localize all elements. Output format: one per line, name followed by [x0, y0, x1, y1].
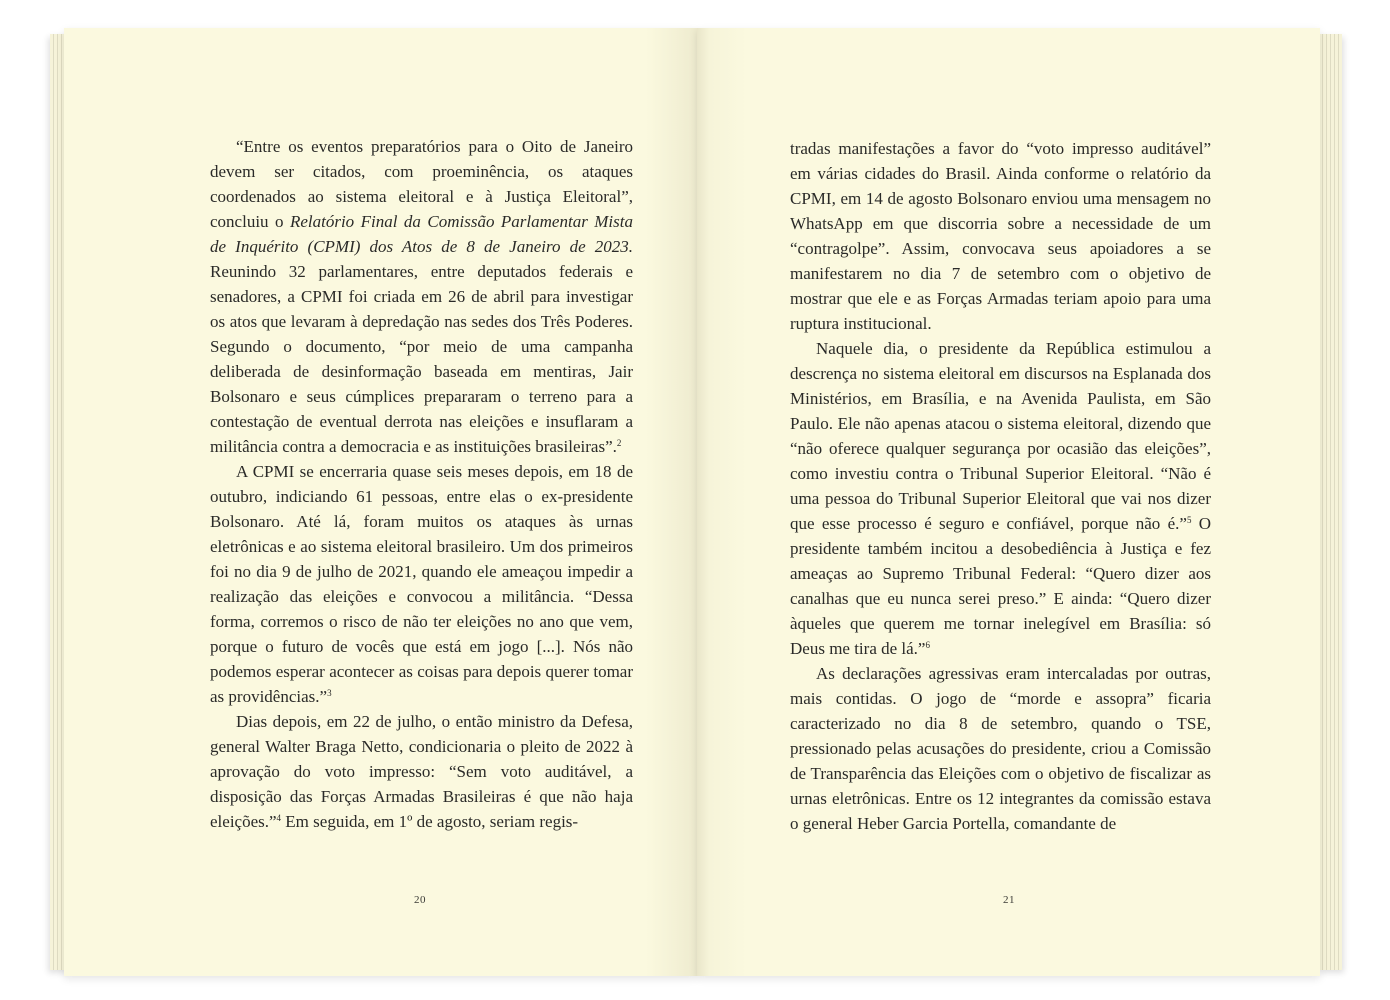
paragraph: [790, 661, 1211, 836]
footnote-marker: 4: [276, 813, 282, 823]
paragraph: [210, 459, 633, 709]
page-edges-right: [1318, 34, 1342, 970]
text-run: tradas manifestações a favor do “voto impresso auditável” em várias cidades do Brasil. Ainda conforme o relatório da CPMI, em 14 de agosto Bolsonaro enviou uma mensagem no WhatsApp em que discorria sobre a necessidade de um “contragolpe”. Assim, convocava seus apoiadores a se manifestarem no dia 7 de setembro com o objetivo de mostrar que ele e as Forças Armadas teriam apoio para uma ruptura institucional.: [790, 139, 1211, 333]
text-run: Em seguida, em 1º de agosto, seriam regis-: [281, 812, 579, 831]
text-run: “Entre os eventos preparatórios para o Oito de Janeiro devem ser citados, com proeminência, os ataques coordenados ao sistema eleitoral e à Justiça Eleitoral”, concluiu o: [210, 137, 633, 231]
footnote-marker: 2: [616, 438, 622, 448]
paragraph: [790, 336, 1211, 661]
text-run: O presidente também incitou a desobediência à Justiça e fez ameaças ao Supremo Tribunal Federal: “Quero dizer aos canalhas que eu nunca serei preso.” E ainda: “Quero dizer àqueles que querem me tornar inelegível em Brasília: só Deus me tira de lá.”: [790, 514, 1212, 658]
text-run: Reunindo 32 parlamentares, entre deputados federais e senadores, a CPMI foi criada em 26 de abril para investigar os atos que levaram à depredação nas sedes dos Três Poderes. Segundo o documento, “por meio de uma campanha deliberada de desinformação baseada em mentiras, Jair Bolsonaro e seus cúmplices prepararam o terreno para a contestação de eventual derrota nas eleições e insuflaram a militância contra a democracia e as instituições brasileiras”.: [210, 262, 633, 456]
open-book: [50, 28, 1342, 976]
paragraph: [210, 134, 633, 459]
text-run: As declarações agressivas eram intercaladas por outras, mais contidas. O jogo de “morde e assopra” ficaria caracterizado no dia 8 de setembro, quando o TSE, pressionado pelas acusações do presidente, criou a Comissão de Transparência das Eleições com o objetivo de fiscalizar as urnas eletrônicas. Entre os 12 integrantes da comissão estava o general Heber Garcia Portella, comandante de: [790, 664, 1211, 833]
right-page: [697, 28, 1320, 976]
right-page-text: [790, 136, 1211, 836]
text-run: A CPMI se encerraria quase seis meses depois, em 18 de outubro, indiciando 61 pessoas, entre elas o ex-presidente Bolsonaro. Até lá, foram muitos os ataques às urnas eletrônicas e ao sistema eleitoral brasileiro. Um dos primeiros foi no dia 9 de julho de 2021, quando ele ameaçou impedir a realização das eleições e convocou a militância. “Dessa forma, corremos o risco de não ter eleições no ano que vem, porque o futuro de vocês que está em jogo [...]. Nós não podemos esperar acontecer as coisas para depois querer tomar as providências.”: [210, 462, 633, 706]
left-page-text: [210, 134, 633, 834]
page-number: 21: [1003, 894, 1015, 906]
report-title: Relatório Final da Comissão Parlamentar Mista de Inquérito (CPMI) dos Atos de 8 de Janeiro de 2023.: [210, 212, 633, 256]
paragraph: [210, 709, 633, 834]
left-page: [64, 28, 697, 976]
footnote-marker: 3: [327, 688, 332, 698]
text-run: Naquele dia, o presidente da República estimulou a descrença no sistema eleitoral em discursos na Esplanada dos Ministérios, em Brasília, e na Avenida Paulista, em São Paulo. Ele não apenas atacou o sistema eleitoral, dizendo que “não oferece qualquer segurança por ocasião das eleições”, como investiu contra o Tribunal Superior Eleitoral. “Não é uma pessoa do Tribunal Superior Eleitoral que vai nos dizer que esse processo é seguro e confiável, porque não é.”: [790, 339, 1211, 533]
page-number: 20: [414, 894, 426, 906]
footnote-marker: 6: [925, 640, 930, 650]
text-run: Dias depois, em 22 de julho, o então ministro da Defesa, general Walter Braga Netto, condicionaria o pleito de 2022 à aprovação do voto impresso: “Sem voto auditável, a disposição das Forças Armadas Brasileiras é que não haja eleições.”: [210, 712, 633, 831]
footnote-marker: 5: [1186, 515, 1192, 525]
paragraph: [790, 136, 1211, 336]
